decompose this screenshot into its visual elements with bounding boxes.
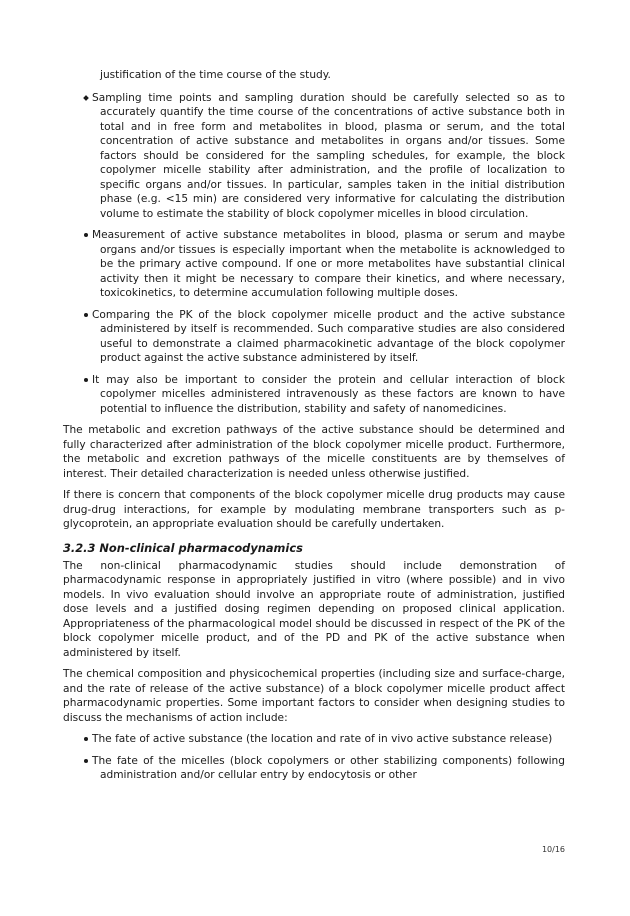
list-item: Comparing the PK of the block copolymer micelle product and the active substance administered by itself is recommended. Such comparative studies are also considered useful to demonstrate a claimed pharmacokinetic advantage of the block copolymer product against the active substance administered by itself. <box>63 308 565 366</box>
pk-bullet-list <box>63 91 565 417</box>
intro-continuation: justification of the time course of the study. <box>100 69 331 81</box>
document-page <box>63 68 565 790</box>
section-heading: 3.2.3 Non-clinical pharmacodynamics <box>63 540 303 555</box>
list-item: Measurement of active substance metabolites in blood, plasma or serum and maybe organs and/or tissues is especially important when the metabolite is acknowledged to be the primary active compound. If one or more metabolites have substantial clinical activity then it might be necessary to compare their kinetics, and where necessary, toxicokinetics, to determine accumulation following multiple doses. <box>63 228 565 301</box>
bullet-icon <box>84 233 88 237</box>
paragraph-metabolic: The metabolic and excretion pathways of the active substance should be determined and fully characterized after administration of the block copolymer micelle product. Furthermore, the metabolic and excretion pathways of the micelle constituents are by themselves of interest. Their detailed characterization is needed unless otherwise justified. <box>63 424 565 480</box>
list-item: Sampling time points and sampling duration should be carefully selected so as to accurately quantify the time course of the concentrations of active substance both in total and in free form and metabolites in blood, plasma or serum, and the total concentration of active substance and metabolites in organs and/or tissues. Some factors should be considered for the sampling schedules, for example, the block copolymer micelle stability after administration, and the profile of localization to specific organs and/or tissues. In particular, samples taken in the initial distribution phase (e.g. <15 min) are considered very informative for calculating the distribution volume to estimate the stability of block copolymer micelles in blood circulation. <box>63 91 565 222</box>
list-item: The fate of the micelles (block copolymers or other stabilizing components) following administration and/or cellular entry by endocytosis or other <box>63 754 565 783</box>
bullet-icon <box>84 313 88 317</box>
page-number: 10/16 <box>541 845 565 854</box>
paragraph-pd-factors: The chemical composition and physicochemical properties (including size and surface-charge, and the rate of release of the active substance) of a block copolymer micelle product affect pharmacodynamic properties. Some important factors to consider when designing studies to discuss the mechanisms of action include: <box>63 668 565 724</box>
bullet-icon <box>84 737 88 741</box>
list-item: It may also be important to consider the protein and cellular interaction of block copolymer micelles administered intravenously as these factors are known to have potential to influence the distribution, stability and safety of nanomedicines. <box>63 373 565 417</box>
bullet-icon <box>84 759 88 763</box>
bullet-icon <box>83 95 89 101</box>
list-item: The fate of active substance (the location and rate of in vivo active substance release) <box>63 732 565 747</box>
paragraph-pd-studies: The non-clinical pharmacodynamic studies should include demonstration of pharmacodynamic response in appropriately justified in vitro (where possible) and in vivo models. In vivo evaluation should involve an appropriate route of administration, justified dose levels and a justified dosing regimen depending on proposed clinical application. Appropriateness of the pharmacological model should be discussed in respect of the PK of the block copolymer micelle product, and of the PD and PK of the active substance when administered by itself. <box>63 559 565 659</box>
bullet-icon <box>84 378 88 382</box>
pd-bullet-list <box>63 732 565 783</box>
paragraph-interactions: If there is concern that components of the block copolymer micelle drug products may cause drug-drug interactions, for example by modulating membrane transporters such as p-glycoprotein, an appropriate evaluation should be carefully undertaken. <box>63 489 565 530</box>
